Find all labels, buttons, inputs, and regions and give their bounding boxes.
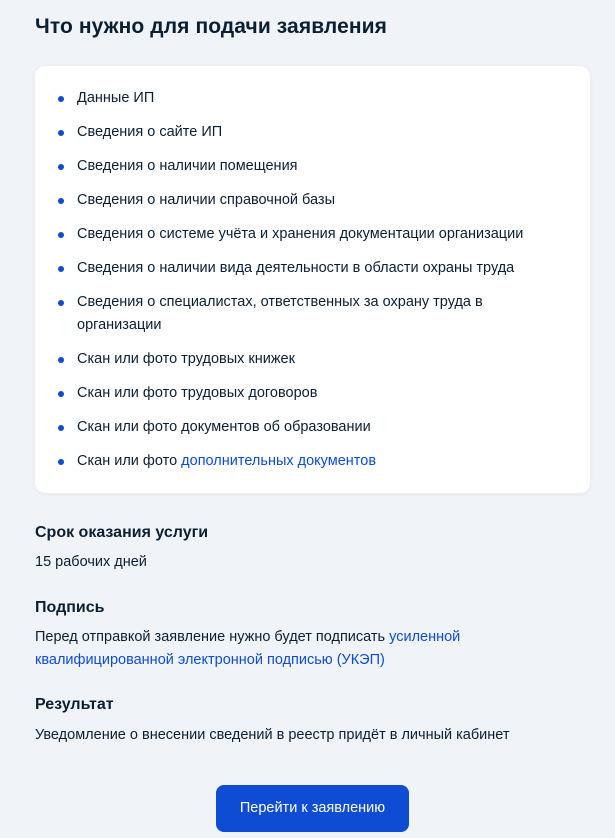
bullet-dot-icon bbox=[58, 459, 64, 465]
requirement-item bbox=[58, 291, 558, 337]
requirement-text: Сведения о системе учёта и хранения документации организации bbox=[77, 226, 524, 242]
requirement-text: Скан или фото документов об образовании bbox=[77, 419, 371, 435]
bullet-dot-icon bbox=[58, 164, 64, 170]
requirement-item bbox=[58, 257, 558, 280]
bullet-dot-icon bbox=[58, 232, 64, 238]
requirement-text: Данные ИП bbox=[77, 90, 155, 106]
requirement-item bbox=[58, 223, 558, 246]
bullet-dot-icon bbox=[58, 130, 64, 136]
page-title: Что нужно для подачи заявления bbox=[35, 15, 388, 38]
go-to-application-button[interactable]: Перейти к заявлению bbox=[216, 785, 409, 832]
requirement-item bbox=[58, 189, 558, 212]
requirement-text: Сведения о сайте ИП bbox=[77, 124, 223, 140]
requirement-item bbox=[58, 87, 558, 110]
signature-text-body: Перед отправкой заявление нужно будет подписать bbox=[35, 629, 390, 645]
requirement-text: Сведения о наличии вида деятельности в области охраны труда bbox=[77, 260, 515, 276]
signature-heading: Подпись bbox=[35, 599, 105, 616]
requirement-text: Сведения о наличии помещения bbox=[77, 158, 298, 174]
bullet-dot-icon bbox=[58, 425, 64, 431]
requirement-text: Сведения о наличии справочной базы bbox=[77, 192, 335, 208]
bullet-dot-icon bbox=[58, 357, 64, 363]
requirement-item bbox=[58, 416, 558, 439]
requirement-item bbox=[58, 348, 558, 371]
result-text: Уведомление о внесении сведений в реестр придёт в личный кабинет bbox=[35, 727, 510, 743]
requirement-item bbox=[58, 155, 558, 178]
result-heading: Результат bbox=[35, 696, 114, 713]
ukep-link[interactable]: усиленной квалифицированной электронной подписью (УКЭП) bbox=[35, 629, 461, 668]
bullet-dot-icon bbox=[58, 96, 64, 102]
bullet-dot-icon bbox=[58, 198, 64, 204]
requirement-item bbox=[58, 382, 558, 405]
additional-documents-link[interactable]: дополнительных документов bbox=[181, 453, 377, 469]
requirements-list bbox=[58, 87, 558, 484]
requirement-text: Скан или фото трудовых книжек bbox=[77, 351, 295, 367]
requirements-card bbox=[35, 66, 590, 493]
requirement-text: Скан или фото трудовых договоров bbox=[77, 385, 318, 401]
term-heading: Срок оказания услуги bbox=[35, 524, 209, 541]
bullet-dot-icon bbox=[58, 391, 64, 397]
requirement-text: Сведения о специалистах, ответственных за охрану труда в организации bbox=[77, 294, 483, 333]
requirement-item bbox=[58, 121, 558, 144]
signature-text bbox=[35, 626, 575, 672]
term-text: 15 рабочих дней bbox=[35, 554, 147, 570]
bullet-dot-icon bbox=[58, 266, 64, 272]
requirement-item bbox=[58, 450, 558, 473]
requirement-text: Скан или фото bbox=[77, 453, 182, 469]
bullet-dot-icon bbox=[58, 300, 64, 306]
